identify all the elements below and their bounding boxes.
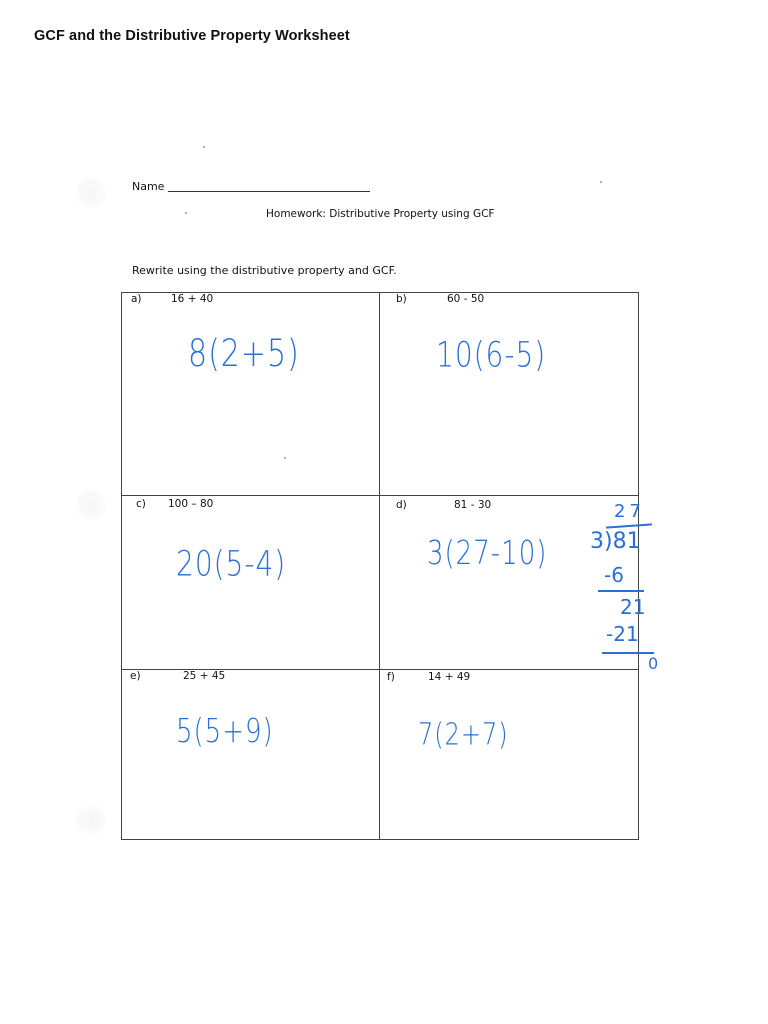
binder-hole: [76, 805, 106, 835]
side-work-rule-1: [598, 590, 644, 592]
handwritten-answer-e: 5(5+9): [176, 713, 274, 751]
problem-letter-e: e): [130, 670, 141, 682]
side-work-subtract-1: -6: [604, 563, 624, 587]
problem-expression-e: 25 + 45: [183, 670, 226, 682]
grid-divider-horizontal: [121, 495, 639, 496]
problem-expression-d: 81 - 30: [454, 499, 492, 511]
problem-expression-a: 16 + 40: [171, 293, 214, 305]
document-title: GCF and the Distributive Property Worksheet: [34, 28, 350, 44]
side-work-division: 3)81: [590, 529, 641, 554]
instructions: Rewrite using the distributive property and GCF.: [132, 264, 397, 277]
handwritten-answer-a: 8(2+5): [188, 332, 300, 376]
grid-divider-vertical: [379, 292, 380, 840]
name-label: Name: [132, 180, 165, 193]
problem-expression-c: 100 – 80: [168, 498, 214, 510]
binder-hole: [76, 490, 106, 520]
speck: [600, 181, 602, 183]
side-work-rule-2: [602, 652, 654, 654]
side-work-remainder-1: 21: [620, 595, 646, 619]
side-work-remainder-2: 0: [648, 654, 659, 673]
speck: [203, 146, 205, 148]
problem-letter-c: c): [136, 498, 146, 510]
handwritten-answer-d: 3(27-10): [427, 535, 548, 573]
homework-title: Homework: Distributive Property using GCF: [266, 208, 495, 220]
handwritten-answer-b: 10(6-5): [436, 334, 547, 376]
problem-letter-a: a): [131, 293, 142, 305]
problem-letter-b: b): [396, 293, 407, 305]
binder-hole: [76, 178, 106, 208]
problem-letter-d: d): [396, 499, 407, 511]
name-line: [168, 191, 370, 192]
problem-letter-f: f): [387, 671, 395, 683]
side-work-subtract-2: -21: [606, 622, 639, 646]
speck: [185, 212, 187, 214]
handwritten-answer-c: 20(5-4): [176, 543, 287, 585]
handwritten-answer-f: 7(2+7): [418, 717, 509, 752]
problem-expression-f: 14 + 49: [428, 671, 471, 683]
problem-expression-b: 60 - 50: [447, 293, 485, 305]
side-work-quotient: 27: [614, 501, 645, 522]
